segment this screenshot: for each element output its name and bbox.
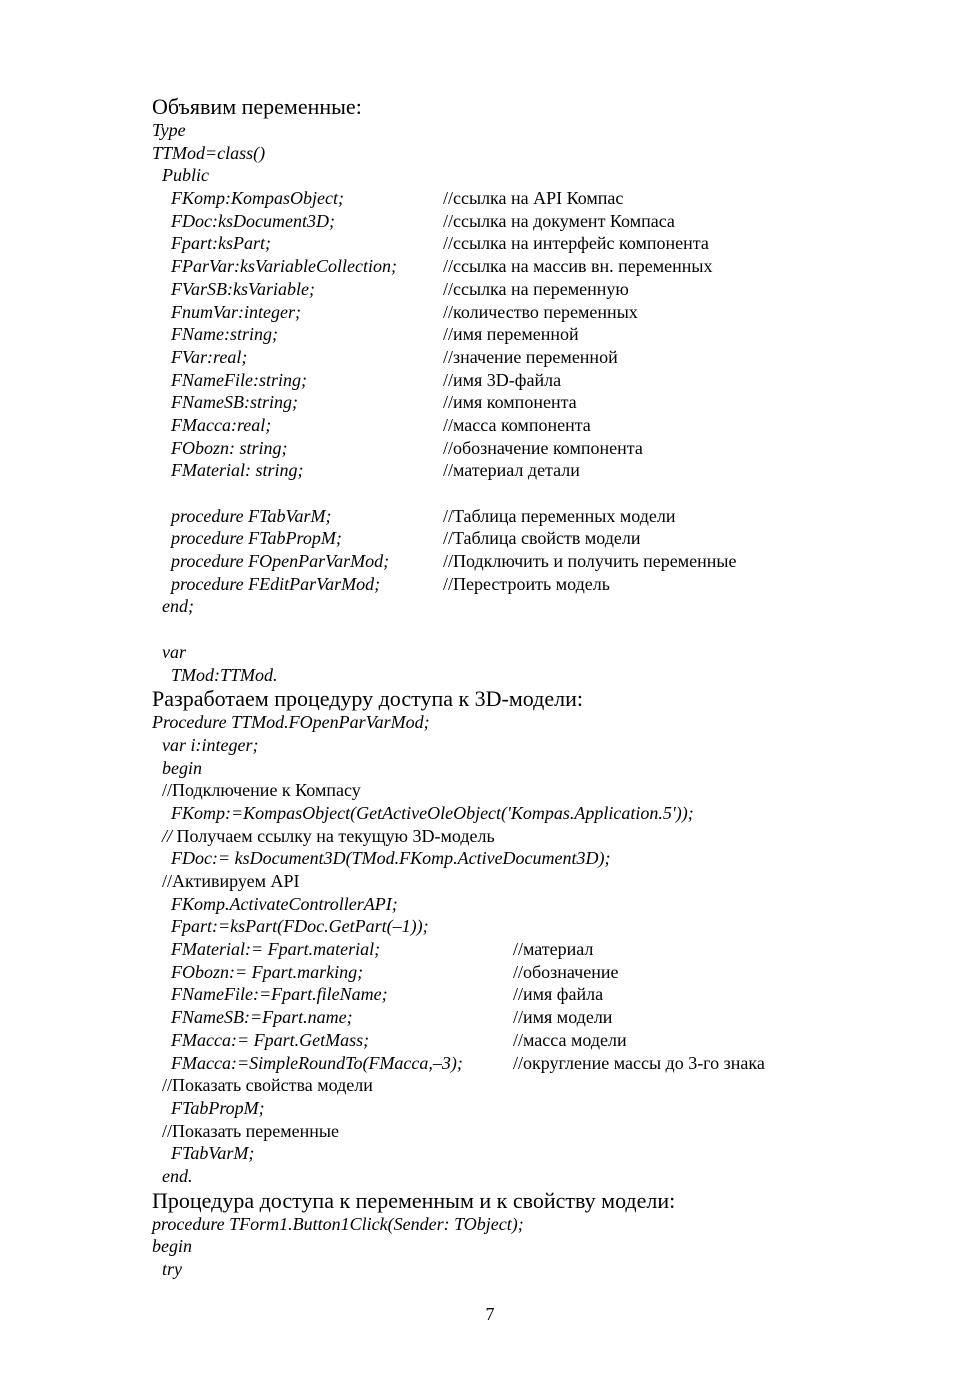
assign-line: [152, 961, 852, 984]
field-comment: //имя переменной: [443, 324, 579, 345]
procedure-code: procedure FEditParVarMod;: [171, 573, 381, 594]
field-comment: //ссылка на массив вн. переменных: [443, 256, 713, 277]
code-type: Type: [152, 120, 186, 140]
field-line: [152, 210, 852, 233]
field-code: FObozn: string;: [171, 437, 288, 458]
code-click-begin: begin: [152, 1236, 192, 1257]
field-line: [152, 232, 852, 255]
field-line: [152, 369, 852, 392]
code-tab-prop: FTabPropM;: [171, 1097, 265, 1118]
assign-comment: //имя модели: [513, 1007, 613, 1028]
procedures-block: [152, 505, 852, 596]
page-number: 7: [485, 1304, 495, 1324]
heading-access-procedure: Разработаем процедуру доступа к 3D-модели:: [152, 686, 583, 712]
field-line: [152, 301, 852, 324]
assign-code: FMaterial:= Fpart.material;: [171, 939, 381, 960]
field-code: FDoc:ksDocument3D;: [171, 210, 335, 231]
field-code: FMacca:real;: [171, 414, 272, 435]
code-click-try: try: [162, 1259, 182, 1279]
procedure-comment: //Таблица переменных модели: [443, 505, 676, 526]
code-var-keyword: var: [162, 641, 186, 662]
field-comment: //обозначение компонента: [443, 437, 643, 458]
heading-declare-variables: Объявим переменные:: [152, 94, 362, 119]
field-code: FVar:real;: [171, 346, 248, 367]
assign-code: FObozn:= Fpart.marking;: [171, 961, 364, 982]
field-code: FParVar:ksVariableCollection;: [171, 256, 397, 277]
comment-activate-api: //Активируем API: [162, 871, 300, 891]
field-comment: //ссылка на переменную: [443, 278, 629, 299]
procedure-line: [152, 505, 852, 528]
field-comment: //количество переменных: [443, 301, 638, 322]
assign-line: [152, 983, 852, 1006]
field-line: [152, 459, 852, 482]
field-code: Fpart:ksPart;: [171, 233, 271, 254]
field-line: [152, 187, 852, 210]
code-proc-var: var i:integer;: [162, 734, 259, 755]
assign-line: [152, 1052, 852, 1075]
assign-code: FNameSB:=Fpart.name;: [171, 1007, 353, 1028]
assign-comment: //материал: [513, 939, 594, 960]
procedure-comment: //Перестроить модель: [443, 573, 610, 594]
comment-connect: //Подключение к Компасу: [162, 780, 361, 801]
assign-comment: //округление массы до 3-го знака: [513, 1052, 765, 1073]
document-page: [152, 94, 852, 1281]
comment-get-doc: [152, 825, 852, 848]
comment-slashes: //: [162, 825, 173, 846]
assign-code: FMacca:=SimpleRoundTo(FMacca,–3);: [171, 1052, 463, 1073]
assign-code: FMacca:= Fpart.GetMass;: [171, 1029, 370, 1050]
blank-line: [152, 482, 852, 505]
comment-show-props: //Показать свойства модели: [162, 1075, 373, 1096]
procedure-code: procedure FOpenParVarMod;: [171, 551, 390, 572]
code-class-decl: TTMod=class(): [152, 142, 266, 163]
field-line: [152, 414, 852, 437]
field-line: [152, 391, 852, 414]
blank-line: [152, 618, 852, 641]
field-comment: //имя компонента: [443, 392, 577, 413]
field-comment: //ссылка на интерфейс компонента: [443, 233, 709, 254]
procedure-line: [152, 550, 852, 573]
field-code: FMaterial: string;: [171, 460, 304, 481]
field-line: [152, 437, 852, 460]
procedure-comment: //Подключить и получить переменные: [443, 551, 737, 572]
code-class-end: end;: [162, 596, 194, 617]
code-proc-end: end.: [162, 1165, 193, 1186]
field-line: [152, 346, 852, 369]
fields-block: [152, 187, 852, 482]
field-comment: //ссылка на API Компас: [443, 188, 624, 209]
assign-line: [152, 1006, 852, 1029]
assign-comment: //обозначение: [513, 961, 619, 982]
field-code: FVarSB:ksVariable;: [171, 278, 315, 299]
comment-show-vars: //Показать переменные: [162, 1120, 340, 1141]
assign-line: [152, 1029, 852, 1052]
code-proc-begin: begin: [162, 757, 202, 778]
code-doc: FDoc:= ksDocument3D(TMod.FKomp.ActiveDocument3D);: [171, 848, 611, 869]
assign-comment: //масса модели: [513, 1029, 627, 1050]
procedure-comment: //Таблица свойств модели: [443, 528, 641, 549]
heading-variables-props: Процедура доступа к переменным и к свойству модели:: [152, 1187, 676, 1213]
code-click-header: procedure TForm1.Button1Click(Sender: TObject);: [152, 1213, 524, 1234]
field-code: FNameSB:string;: [171, 392, 298, 413]
field-comment: //масса компонента: [443, 414, 591, 435]
assign-comment: //имя файла: [513, 984, 604, 1005]
field-line: [152, 255, 852, 278]
procedure-code: procedure FTabPropM;: [171, 528, 342, 549]
field-line: [152, 278, 852, 301]
code-tab-var: FTabVarM;: [171, 1143, 255, 1164]
code-public: Public: [162, 165, 209, 186]
assigns-block: [152, 938, 852, 1074]
field-code: FnumVar:integer;: [171, 301, 301, 322]
procedure-line: [152, 527, 852, 550]
code-activate-api: FKomp.ActivateControllerAPI;: [171, 893, 398, 914]
code-part: Fpart:=ksPart(FDoc.GetPart(–1));: [171, 916, 429, 937]
field-comment: //ссылка на документ Компаса: [443, 210, 675, 231]
assign-line: [152, 938, 852, 961]
field-line: [152, 323, 852, 346]
field-code: FKomp:KompasObject;: [171, 188, 344, 209]
code-proc-header: Procedure TTMod.FOpenParVarMod;: [152, 712, 430, 733]
field-comment: //материал детали: [443, 460, 580, 481]
comment-text: Получаем ссылку на текущую 3D-модель: [172, 825, 495, 846]
field-comment: //значение переменной: [443, 346, 618, 367]
code-var-decl: TMod:TTMod.: [171, 664, 278, 685]
procedure-line: [152, 573, 852, 596]
field-code: FNameFile:string;: [171, 369, 307, 390]
field-code: FName:string;: [171, 324, 278, 345]
code-komp: FKomp:=KompasObject(GetActiveOleObject('Kompas.Application.5'));: [171, 802, 694, 823]
procedure-code: procedure FTabVarM;: [171, 505, 332, 526]
field-comment: //имя 3D-файла: [443, 369, 562, 390]
assign-code: FNameFile:=Fpart.fileName;: [171, 984, 388, 1005]
